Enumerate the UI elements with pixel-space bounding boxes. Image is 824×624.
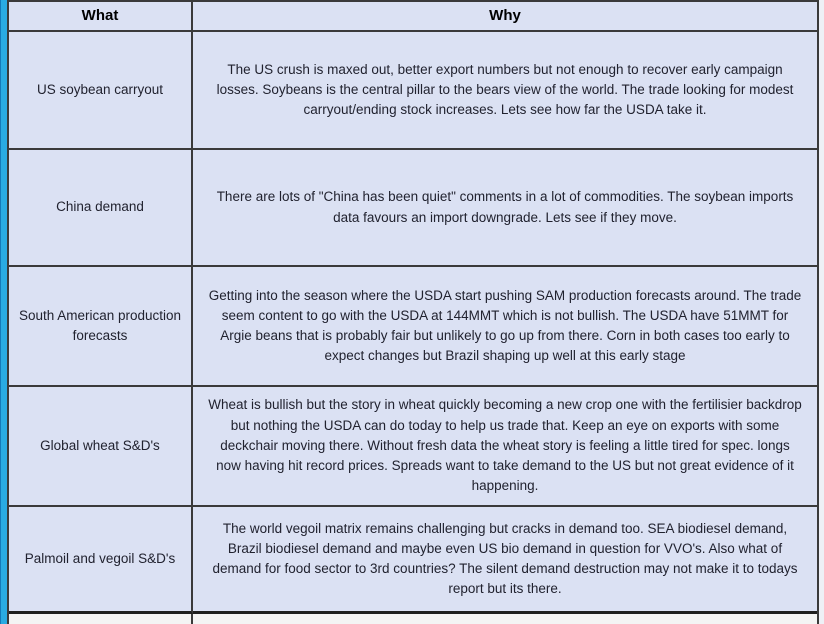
table-row-why-china-demand: There are lots of "China has been quiet" comments in a lot of commodities. The soybean imports data favours an import downgrade. Lets see if they move.	[193, 150, 817, 267]
table-region	[7, 0, 824, 624]
table-row-what-palmoil-vegoil-sds: Palmoil and vegoil S&D's	[9, 507, 193, 614]
left-accent-strip	[0, 0, 7, 624]
next-row-partial	[7, 614, 819, 624]
table-row-why-global-wheat-sds: Wheat is bullish but the story in wheat quickly becoming a new crop one with the fertilisier backdrop but nothing the USDA can do today to help us trade that. Keep an eye on exports with some deckchair moving there. Without fresh data the wheat story is feeling a little tired for spec. longs now having hit record prices. Spreads want to take demand to the US but not great evidence of it happening.	[193, 387, 817, 507]
table-row-what-south-american-production: South American production forecasts	[9, 267, 193, 387]
next-row-partial-what-cell	[9, 614, 193, 624]
table-row-what-china-demand: China demand	[9, 150, 193, 267]
table-row-why-us-soybean-carryout: The US crush is maxed out, better export numbers but not enough to recover early campaign losses. Soybeans is the central pillar to the bears view of the world. The trade looking for modest carryout/ending stock increases. Lets see how far the USDA take it.	[193, 32, 817, 150]
table-row-why-palmoil-vegoil-sds: The world vegoil matrix remains challenging but cracks in demand too. SEA biodiesel demand, Brazil biodiesel demand and maybe even US bio demand in question for VVO's. Also what of demand for food sector to 3rd countries? The silent demand destruction may not make it to todays report but its there.	[193, 507, 817, 614]
table-row-what-us-soybean-carryout: US soybean carryout	[9, 32, 193, 150]
next-row-partial-why-cell	[193, 614, 817, 624]
table-row-why-south-american-production: Getting into the season where the USDA start pushing SAM production forecasts around. The trade seem content to go with the USDA at 144MMT which is not bullish. The USDA have 51MMT for Argie beans that is probably fair but unlikely to go up from there. Corn in both cases too early to expect changes but Brazil shaping up well at this early stage	[193, 267, 817, 387]
table-row-what-global-wheat-sds: Global wheat S&D's	[9, 387, 193, 507]
column-header-why: Why	[193, 2, 817, 32]
what-why-table	[7, 0, 819, 614]
column-header-what: What	[9, 2, 193, 32]
